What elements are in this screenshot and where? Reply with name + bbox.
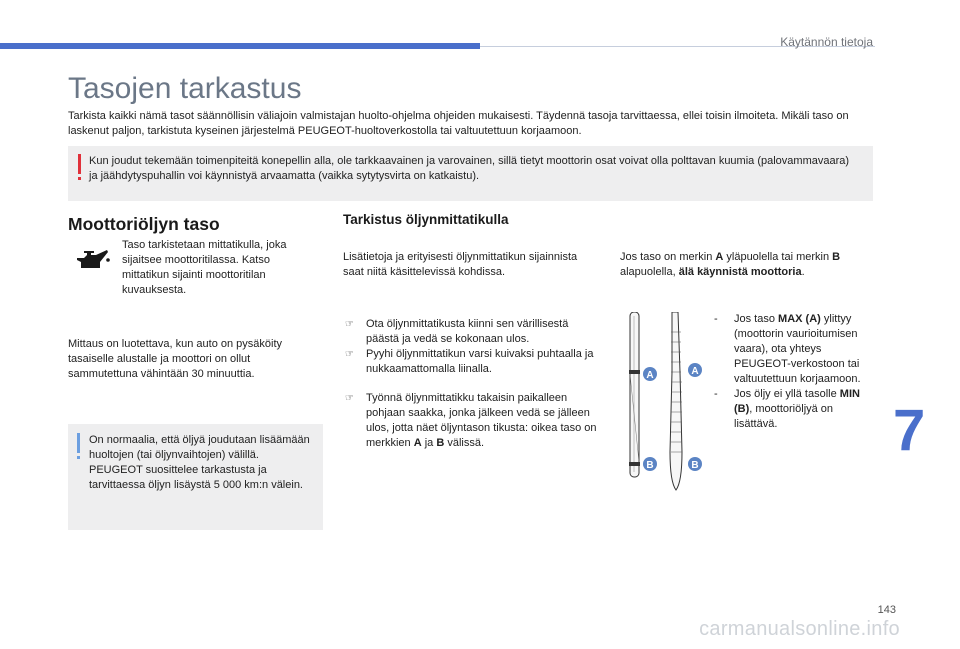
svg-text:A: A <box>646 370 654 381</box>
level-notes <box>714 312 879 432</box>
svg-text:B: B <box>646 460 654 471</box>
marker-a-right <box>688 363 702 377</box>
note-max: Jos taso MAX (A) ylittyy (moottorin vaurioitumisen vaara), ota yhteys PEUGEOT-verkostoon tai valtuutettuun korjaamoon. <box>734 313 861 385</box>
list-item <box>343 391 598 451</box>
page-number: 143 <box>877 604 896 616</box>
section-title: Käytännön tietoja <box>780 35 873 49</box>
note-min: Jos öljy ei yllä tasolle MIN (B), moottoriöljyä on lisättävä. <box>734 388 860 430</box>
chapter-number: 7 <box>893 398 926 463</box>
marker-b-left <box>643 457 657 471</box>
list-item: - Jos taso MAX (A) ylittyy (moottorin vaurioitumisen vaara), ota yhteys PEUGEOT-verkostoon tai valtuutettuun korjaamoon. <box>714 313 861 385</box>
step-3-text: Työnnä öljynmittatikku takaisin paikalleen pohjaan saakka, jonka jälkeen vedä se jälleen ulos, jotta näet öljyntason tikusta: oikea taso on merkkien A ja B välissä. <box>366 392 597 449</box>
watermark: carmanualsonline.info <box>699 618 900 640</box>
oil-icon-text: Taso tarkistetaan mittatikulla, joka sijaitsee moottoritilassa. Katso mittatikun sijainti moottoritilan kuvauksesta. <box>122 239 287 296</box>
warning-exclamation-icon <box>78 154 81 174</box>
page-title: Tasojen tarkastus <box>68 72 302 105</box>
top-accent-bar <box>0 43 480 49</box>
dipstick-heading: Tarkistus öljynmittatikulla <box>343 212 509 227</box>
info-text: On normaalia, että öljyä joudutaan lisäämään huoltojen (tai öljynvaihtojen) välillä. PEUGEOT suosittelee tarkastusta ja tarvittaessa öljyn lisäystä 5 000 km:n välein. <box>89 434 310 491</box>
oil-can-icon <box>74 246 112 276</box>
measurement-note: Mittaus on luotettava, kun auto on pysäköity tasaiselle alustalle ja moottori on ollut sammutettuna vähintään 30 minuuttia. <box>68 338 283 380</box>
marker-b-right <box>688 457 702 471</box>
warning-exclamation-dot <box>78 177 81 180</box>
dipstick-left <box>629 312 640 477</box>
svg-text:B: B <box>691 460 699 471</box>
bullet-icon: ☞ <box>345 349 354 360</box>
list-item: ☞ Ota öljynmittatikusta kiinni sen värillisestä päästä ja vedä se kokonaan ulos. <box>345 318 569 345</box>
info-icon <box>77 433 80 453</box>
intro-paragraph: Tarkista kaikki nämä tasot säännöllisin väliajoin valmistajan huolto-ohjelma ohjeiden mukaisesti. Täydennä tasoja tarvittaessa, ellei toisin ilmoiteta. Mikäli taso on laskenut paljon, tarkistuta kyseinen järjestelmä PEUGEOT-huoltoverkostolla tai valtuutettuun korjaamoon. <box>68 110 849 137</box>
info-icon-dot <box>77 456 80 459</box>
dipstick-warning-line: Jos taso on merkin A yläpuolella tai merkin B alapuolella, älä käynnistä moottoria. <box>620 251 841 278</box>
bullet-icon: ☞ <box>345 393 354 404</box>
dipstick-illustration <box>610 312 710 492</box>
dipstick-right <box>670 312 682 490</box>
oil-level-heading: Moottoriöljyn taso <box>68 214 220 234</box>
bullet-icon: ☞ <box>345 319 354 330</box>
dipstick-intro: Lisätietoja ja erityisesti öljynmittatikun sijainnista saat niitä käsittelevissä kohdissa. <box>343 251 578 278</box>
list-item: ☞ Pyyhi öljynmittatikun varsi kuivaksi puhtaalla ja nukkaamattomalla liinalla. <box>345 348 594 375</box>
warning-text: Kun joudut tekemään toimenpiteitä konepellin alla, ole tarkkaavainen ja varovainen, sillä tietyt moottorin osat voivat olla polttavan kuumia (palovammavaara) ja jäähdytyspuhallin voi käynnistyä arvaamatta (vaikka sytytysvirta on katkaistu). <box>89 155 850 182</box>
marker-a-left <box>643 367 657 381</box>
dipstick-steps <box>343 317 598 451</box>
svg-text:A: A <box>691 366 699 377</box>
list-item: - Jos öljy ei yllä tasolle MIN (B), moottoriöljyä on lisättävä. <box>714 388 860 430</box>
